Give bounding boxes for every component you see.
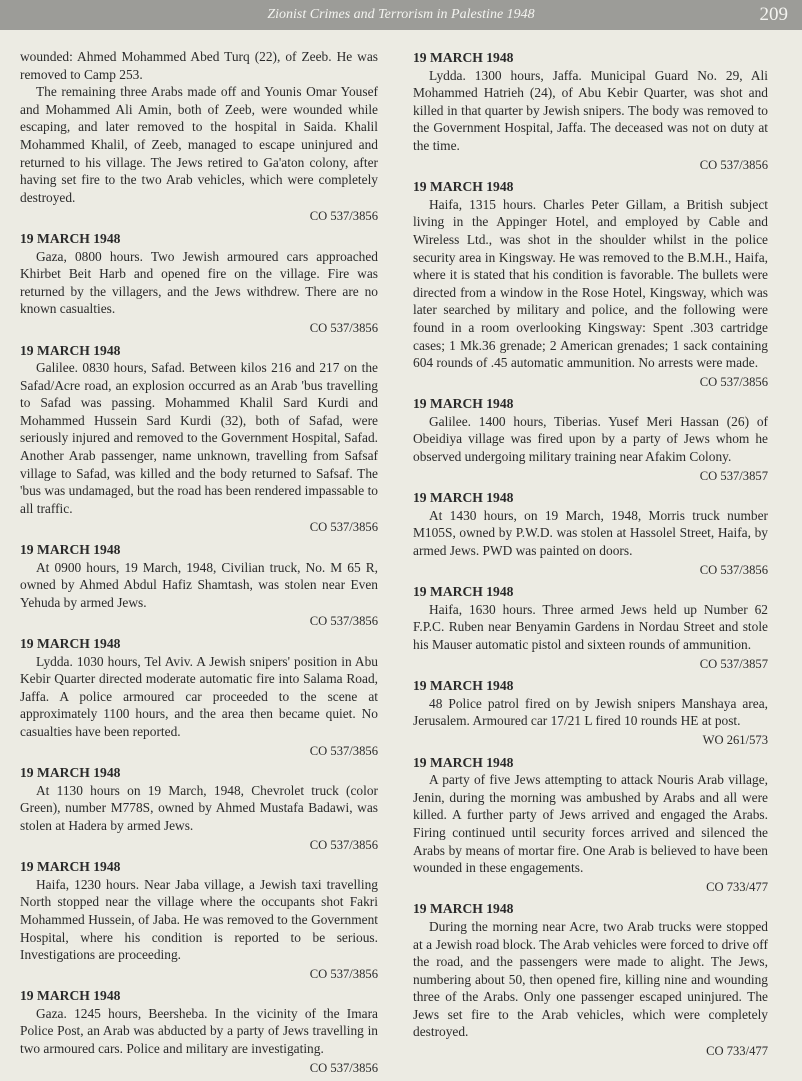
source-reference: CO 537/3856 [699, 562, 768, 577]
log-entry [413, 49, 768, 174]
source-reference: CO 537/3856 [309, 743, 378, 758]
entry-date: 19 MARCH 1948 [20, 636, 121, 651]
log-entry [413, 583, 768, 673]
page-header [0, 0, 802, 30]
entry-text: At 0900 hours, 19 March, 1948, Civilian truck, No. M 65 R, owned by Ahmed Abdul Hafiz Shamtash, was stolen near Even Yehuda by armed Jews. [20, 559, 378, 610]
log-entry [413, 178, 768, 391]
log-entry [413, 677, 768, 749]
entry-date: 19 MARCH 1948 [413, 490, 514, 506]
left-entries [20, 230, 378, 1077]
entry-text: Haifa, 1230 hours. Near Jaba village, a Jewish taxi travelling North stopped near the village where the occupants shot Fakri Mohammed Hussein, of Jaba. He was removed to the Government Hospital, where his condition is reported to be serious. Investigations are proceeding. [20, 876, 378, 963]
continuation-paragraph: wounded: Ahmed Mohammed Abed Turq (22), of Zeeb. He was removed to Camp 253. [20, 49, 378, 82]
log-entry [20, 858, 378, 983]
entry-date: 19 MARCH 1948 [413, 50, 514, 65]
entry-date: 19 MARCH 1948 [20, 542, 121, 558]
source-reference: CO 537/3856 [309, 320, 378, 335]
right-entries [413, 49, 768, 1061]
entry-date: 19 MARCH 1948 [20, 342, 121, 358]
source-reference: CO 537/3857 [699, 468, 768, 483]
entry-date: 19 MARCH 1948 [20, 988, 121, 1004]
source-reference: CO 537/3856 [309, 1060, 378, 1075]
entry-text: Galilee. 1400 hours, Tiberias. Yusef Meri Hassan (26) of Obeidiya village was fired upon by a party of Jews whom he observed undergoing military training near Afakim Colony. [413, 413, 768, 465]
entry-text: Haifa, 1315 hours. Charles Peter Gillam, a British subject living in the Appinger Hotel, and employed by Cable and Wireless Ltd., was shot in the shoulder whilst in the police security area in Kingsway. He was removed to the B.M.H., Haifa, where it is stated that his condition is favorable. The bullets were directed from a window in the Rose Hotel, Kingsway, which was later searched by military and police, and the following were found in a room overlooking Kingsway: Spent .303 cartridge cases; 1 Mk.36 grenade; 2 American grenades; 1 sack containing 604 rounds of .45 automatic ammunition. No arrests were made. [413, 196, 768, 371]
entry-date: 19 MARCH 1948 [413, 584, 514, 600]
log-entry [20, 987, 378, 1077]
entry-text: At 1130 hours on 19 March, 1948, Chevrolet truck (color Green), number M778S, owned by Ahmed Mustafa Badawi, was stolen at Hadera by armed Jews. [20, 782, 378, 833]
entry-text: Lydda. 1030 hours, Tel Aviv. A Jewish snipers' position in Abu Kebir Quarter directed moderate automatic fire into Salama Road, Jaffa. A police armoured car proceeded to the scene at approximately 1100 hours, and the area then became quiet. No casualties have been reported. [20, 653, 378, 739]
entry-date: 19 MARCH 1948 [20, 230, 121, 246]
entry-text: Lydda. 1300 hours, Jaffa. Municipal Guard No. 29, Ali Mohammed Hatrieh (24), of Abu Kebir Quarter, was shot and killed in that quarter by Jewish snipers. The body was removed to the Government Hospital, Jaffa. The deceased was not on duty at the time. [413, 67, 768, 153]
page-number: 209 [759, 4, 788, 25]
entry-date: 19 MARCH 1948 [413, 901, 514, 917]
source-reference: CO 537/3856 [699, 374, 768, 389]
source-reference: CO 537/3856 [309, 209, 378, 224]
entry-text: 48 Police patrol fired on by Jewish snipers Manshaya area, Jerusalem. Armoured car 17/21 L fired 10 rounds HE at post. [413, 695, 768, 729]
entry-text: At 1430 hours, on 19 March, 1948, Morris truck number M105S, owned by P.W.D. was stolen at Hassolel Street, Haifa, by armed Jews. PWD was painted on doors. [413, 507, 768, 559]
source-reference: CO 537/3856 [699, 157, 768, 172]
source-reference: CO 537/3856 [309, 614, 378, 629]
entry-text: Gaza, 0800 hours. Two Jewish armoured cars approached Khirbet Beit Harb and opened fire on the village. Fire was returned by the villagers, and the Jews withdrew. There are no known casualties. [20, 248, 378, 317]
entry-date: 19 MARCH 1948 [413, 396, 514, 412]
log-entry [20, 342, 378, 538]
source-reference: CO 537/3856 [309, 966, 378, 981]
log-entry [20, 635, 378, 760]
log-entry [20, 764, 378, 854]
entry-date: 19 MARCH 1948 [413, 754, 514, 770]
source-reference: CO 733/477 [706, 1044, 768, 1059]
entry-text: A party of five Jews attempting to attack Nouris Arab village, Jenin, during the morning was ambushed by Arabs and all were killed. A further party of Jews arrived and engaged the Arabs. Firing continued until security forces arrived and silenced the Arabs by means of mortar fire. One Arab is believed to have been wounded in these engagements. [413, 772, 768, 876]
source-reference: CO 537/3856 [309, 520, 378, 535]
left-column [20, 48, 378, 1081]
entry-text: Gaza. 1245 hours, Beersheba. In the vicinity of the Imara Police Post, an Arab was abducted by a party of Jews travelling in two armoured cars. Police and military are investigating. [20, 1005, 378, 1057]
entry-text: Galilee. 0830 hours, Safad. Between kilos 216 and 217 on the Safad/Acre road, an explosion occurred as an Arab 'bus travelling to Safad was passing. Mohammed Khalil Sard Kurdi and Mohammed Hussein Sard Kurdi (32), both of Safad, were seriously injured and removed to the Government Hospital, Safad. Another Arab passenger, name unknown, travelling from Safsaf village to Safad, was killed and the body returned to Safsaf. The 'bus was undamaged, but the road has been rendered impassable to all traffic. [20, 360, 378, 516]
entry-date: 19 MARCH 1948 [20, 859, 121, 875]
log-entry [413, 395, 768, 485]
entry-date: 19 MARCH 1948 [20, 765, 121, 781]
entry-text: Haifa, 1630 hours. Three armed Jews held up Number 62 F.P.C. Ruben near Benyamin Gardens in Nordau Street and stole his Mauser automatic pistol and sixteen rounds of ammunition. [413, 601, 768, 652]
log-entry [20, 541, 378, 631]
log-entry [413, 754, 768, 897]
entry-date: 19 MARCH 1948 [413, 678, 514, 694]
entry-text: During the morning near Acre, two Arab trucks were stopped at a Jewish road block. The Arab vehicles were forced to drive off the road, and the passengers were made to alight. The Jews, numbering about 50, then opened fire, killing nine and wounding three of the Arabs. Only one passenger escaped uninjured. The Jews set fire to the Arab vehicles, which were completely destroyed. [413, 918, 768, 1040]
log-entry [20, 230, 378, 338]
source-reference: CO 537/3856 [309, 837, 378, 852]
log-entry [413, 900, 768, 1060]
running-title: Zionist Crimes and Terrorism in Palestine 1948 [267, 7, 535, 22]
source-reference: WO 261/573 [702, 732, 768, 747]
entry-date: 19 MARCH 1948 [413, 179, 514, 195]
source-reference: CO 733/477 [706, 879, 768, 894]
continuation-paragraph: The remaining three Arabs made off and Younis Omar Yousef and Mohammed Ali Amin, both of Zeeb, were wounded while escaping, and later removed to the hospital in Saida. Khalil Mohammed Khalil, of Zeeb, managed to escape uninjured and returned to his village. The Jews retired to Ga'aton colony, after having set fire to the two Arab vehicles, which were completely destroyed. [20, 84, 378, 205]
source-reference: CO 537/3857 [699, 656, 768, 671]
log-entry [413, 489, 768, 579]
right-column [413, 48, 768, 1065]
